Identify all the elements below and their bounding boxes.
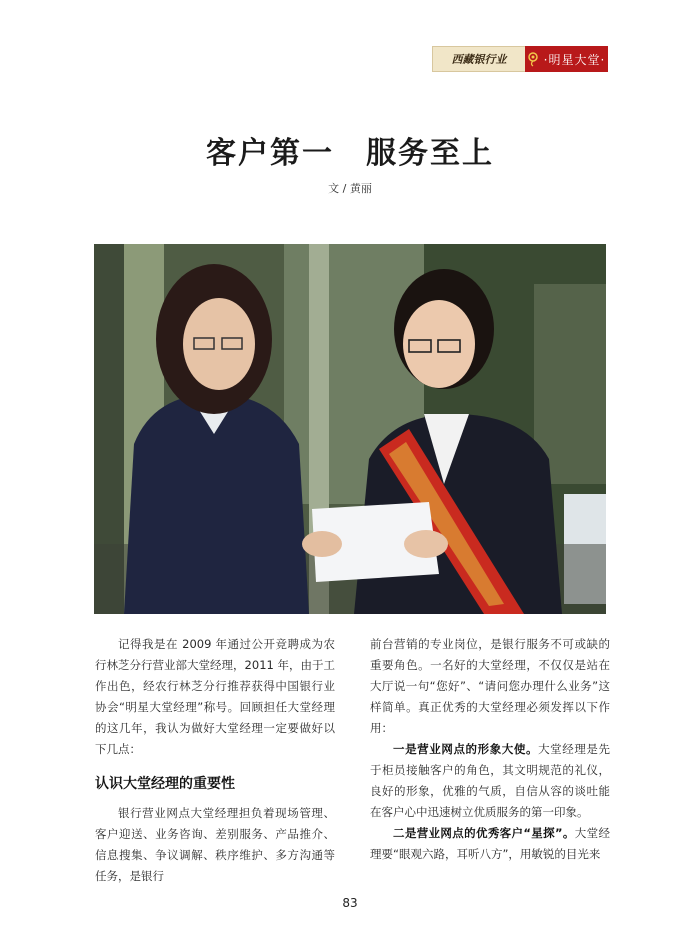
paragraph	[370, 739, 610, 823]
page-number: 83	[342, 896, 358, 910]
article-byline: 文 / 黄丽	[328, 182, 372, 195]
point-text: 大堂经理要“眼观六路，耳听八方”，用敏锐的目光来	[370, 826, 610, 861]
article-photo	[94, 244, 606, 614]
paragraph: 记得我是在 2009 年通过公开竞聘成为农行林芝分行营业部大堂经理，2011 年，由于工作出色，经农行林芝分行推荐获得中国银行业协会“明星大堂经理”称号。回顾担任大堂经理的这几年，我认为做好大堂经理一定要做好以下几点：	[95, 637, 335, 756]
point-lead: 一是营业网点的形象大使。	[393, 742, 539, 756]
section-heading: 认识大堂经理的重要性	[95, 776, 235, 792]
article-title: 客户第一 服务至上	[206, 136, 494, 171]
paragraph: 银行营业网点大堂经理担负着现场管理、客户迎送、业务咨询、差别服务、产品推介、信息搜集、争议调解、秩序维护、多方沟通等任务，是银行	[95, 806, 335, 883]
point-text: 大堂经理是先于柜员接触客户的角色，其文明规范的礼仪，良好的形象，优雅的气质，自信从容的谈吐能在客户心中迅速树立优质服务的第一印象。	[370, 742, 611, 819]
ornament-icon	[525, 46, 541, 72]
body-column-right	[370, 634, 610, 865]
column-badge	[432, 46, 608, 72]
paragraph	[370, 823, 610, 865]
paragraph: 前台营销的专业岗位，是银行服务不可或缺的重要角色。一名好的大堂经理，不仅仅是站在大厅说一句“您好”、“请问您办理什么业务”这样简单。真正优秀的大堂经理必须发挥以下作用：	[370, 637, 610, 735]
series-name: 西藏银行业	[432, 46, 525, 72]
column-name: ·明星大堂·	[541, 46, 608, 72]
point-lead: 二是营业网点的优秀客户“星探”。	[393, 826, 575, 840]
body-column-left	[95, 634, 335, 887]
